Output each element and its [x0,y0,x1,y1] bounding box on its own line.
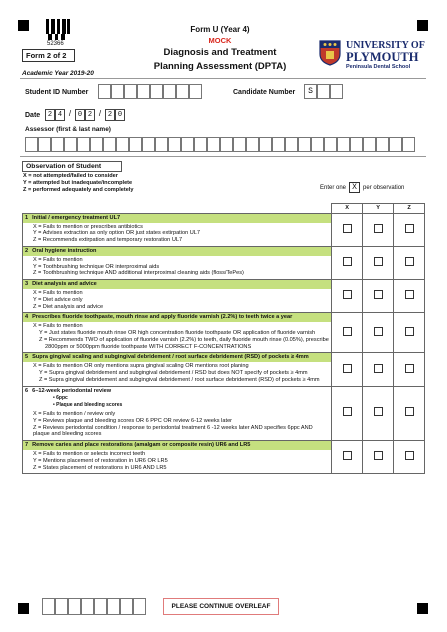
item-title: Diet analysis and advice [32,281,97,288]
col-header-z: Z [394,204,425,214]
table-row: 7 Remove caries and place restorations (amalgam or composite resin) UR6 and LR5 X = Fails to mention or selects incorrect teeth Y = Mentions placement of restoration in UR6 OR LR5 Z = States placement of restorations in UR6 AND LR5 [23,441,425,474]
item-title: Initial / emergency treatment UL7 [32,214,121,221]
form-title: Form U (Year 4) [190,25,250,34]
item2-z-checkbox[interactable] [405,257,414,266]
student-id-input[interactable] [98,84,202,99]
item-title: Prescribes fluoride toothpaste, mouth rinse and apply fluoride varnish (2.2%) to teeth twice a year [32,314,293,321]
observation-title: Observation of Student [22,161,122,172]
date-label: Date [25,112,41,119]
legend-y: Y = attempted but inadequate/incomplete [23,180,133,186]
item6-z-checkbox[interactable] [405,407,414,416]
example-mark: X [349,182,360,193]
item-title: Remove caries and place restorations (amalgam or composite resin) UR6 and LR5 [32,442,251,449]
assessor-label: Assessor (first & last name) [25,126,111,133]
enter-one-note: Enter one X per observation [320,183,405,192]
item3-x-checkbox[interactable] [343,290,352,299]
item2-x-checkbox[interactable] [343,257,352,266]
mock-label: MOCK [208,36,232,45]
legend-x: X = not attempted/failed to consider [23,173,118,179]
list-item: • Plaque and bleeding scores [53,402,123,409]
assessor-name-input[interactable] [25,137,415,152]
item7-y-checkbox[interactable] [374,451,383,460]
corner-marker-bottom-left [18,603,29,614]
item7-z-checkbox[interactable] [405,451,414,460]
item6-x-checkbox[interactable] [343,407,352,416]
item4-z-checkbox[interactable] [405,327,414,336]
item1-x-checkbox[interactable] [343,224,352,233]
page-title-line2: Planning Assessment (DPTA) [153,61,287,72]
table-row: 5 Supra gingival scaling and subgingival debridement / root surface debridement (RSD) of pockets ≥ 4mm X = Fails to mention OR only mentions supra gingival scaling OR mentions root planing Y = Supra gingival debridement and subgingival debridement / RSD but does NOT specify of pockets ≥ 4mm Z = Supra gingival debridement and subgingival debridement / root surface debridement (RSD) of pockets ≥ 4mm [23,353,425,386]
observation-table [22,203,425,474]
qr-code [46,19,70,40]
corner-marker-top-left [18,20,29,31]
item5-y-checkbox[interactable] [374,364,383,373]
col-header-y: Y [363,204,394,214]
academic-year: Academic Year 2019-20 [22,70,94,77]
barcode-number: 52366 [47,41,64,47]
item3-y-checkbox[interactable] [374,290,383,299]
table-row: 4 Prescribes fluoride toothpaste, mouth rinse and apply fluoride varnish (2.2%) to teeth twice a year X = Fails to mention Y = Just states fluoride mouth rinse OR high concentration fluoride toothpaste OR application of fluoride varnish Z = Recommends TWO of application of fluoride varnish (2.2%) to teeth, daily fluoride mouth rinse (0.05%), prescribe 2800ppm or 5000ppm fluoride toothpaste WITH CORRECT F-CONCENTRATIONS [23,313,425,353]
form-part-box: Form 2 of 2 [22,49,75,62]
table-row: 6 6–12-week periodontal review • 6ppc • Plaque and bleeding scores X = Fails to mention / review only Y = Reviews plaque and bleeding scores OR 6 PPC OR review 6-12 weeks later Z = Reviews periodontal condition / response to periodontal treatment 6 -12 weeks later AND specifies 6ppc AND plaque and bleeding scores [23,386,425,441]
item1-y-checkbox[interactable] [374,224,383,233]
crest-icon [319,40,341,66]
col-header-x: X [332,204,363,214]
logo-city: PLYMOUTH [346,50,419,64]
footer-id-boxes[interactable] [42,598,146,615]
item3-z-checkbox[interactable] [405,290,414,299]
table-row: 3 Diet analysis and advice X = Fails to mention Y = Diet advice only Z = Diet analysis and advice [23,280,425,313]
item-title: Supra gingival scaling and subgingival debridement / root surface debridement (RSD) of pockets ≥ 4mm [32,354,309,361]
item5-z-checkbox[interactable] [405,364,414,373]
corner-marker-top-right [417,20,428,31]
item-title: Oral hygiene instruction [32,247,97,254]
item4-x-checkbox[interactable] [343,327,352,336]
list-item: • 6ppc [53,395,68,402]
item7-x-checkbox[interactable] [343,451,352,460]
logo-school: Peninsula Dental School [346,64,411,70]
corner-marker-bottom-right [417,603,428,614]
page-title-line1: Diagnosis and Treatment [163,47,277,58]
table-row: 2 Oral hygiene instruction X = Fails to mention Y = Toothbrushing technique OR interproximal aids Z = Toothbrushing technique AND additional interproximal cleaning aids (floss/TePes) [23,246,425,279]
item5-x-checkbox[interactable] [343,364,352,373]
item6-y-checkbox[interactable] [374,407,383,416]
item-title: 6–12-week periodontal review [32,387,112,394]
candidate-number-label: Candidate Number [233,89,296,96]
item2-y-checkbox[interactable] [374,257,383,266]
continue-overleaf-box: PLEASE CONTINUE OVERLEAF [163,598,279,615]
legend-z: Z = performed adequately and completely [23,187,134,193]
student-id-label: Student ID Number [25,89,89,96]
item1-z-checkbox[interactable] [405,224,414,233]
date-input[interactable]: 2 4 / 0 2 / 2 0 [45,109,125,121]
candidate-number-input[interactable]: S [304,84,343,99]
logo-university: UNIVERSITY OF [346,40,425,51]
table-row: 1 Initial / emergency treatment UL7 X = Fails to mention or prescribes antibiotics Y = Advises extraction as only option OR just states extirpation UL7 Z = Recommends extirpation and temporary restoration UL7 [23,213,425,246]
item4-y-checkbox[interactable] [374,327,383,336]
